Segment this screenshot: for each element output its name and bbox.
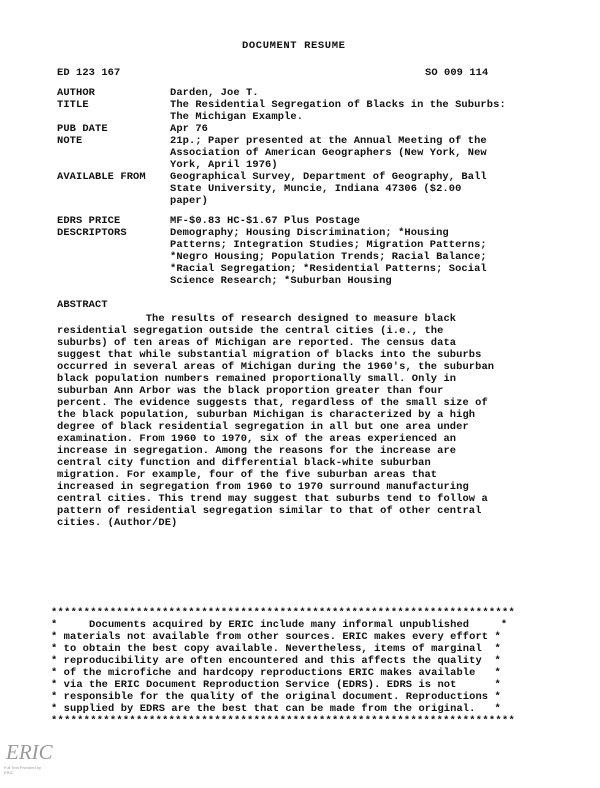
field-label-title: TITLE (57, 99, 89, 111)
field-label-author: AUTHOR (57, 87, 96, 99)
field-value-descriptors: Demography; Housing Discrimination; *Housing Patterns; Integration Studies; Migration Patterns; *Negro Housing; Population Trends; Racial Balance; *Racial Segregation; *Residential Patterns; Social Science Research; *Suburban Housing (170, 227, 487, 287)
notice-border-bottom: *********************************************************************** (51, 715, 516, 727)
field-value-available-from: Geographical Survey, Department of Geography, Ball State University, Muncie, Indiana 47306 ($2.00 paper) (170, 171, 487, 207)
notice-border-top: *********************************************************************** (51, 607, 516, 619)
ed-number: ED 123 167 (57, 67, 121, 79)
field-value-edrs-price: MF-$0.83 HC-$1.67 Plus Postage (170, 215, 361, 227)
field-label-descriptors: DESCRIPTORS (57, 227, 127, 239)
eric-logo: ERIC (6, 740, 53, 764)
eric-logo-subtitle: Full Text Provided by ERIC (4, 765, 42, 775)
field-value-pub-date: Apr 76 (170, 123, 209, 135)
abstract-label: ABSTRACT (57, 299, 108, 311)
abstract-text: The results of research designed to measure black residential segregation outside the central cities (i.e., the suburbs) of ten areas of Michigan are reported. The census data suggest that while substantial migration of blacks into the suburbs occurred in several areas of Michigan during the 1960's, the suburban black population numbers remained proportionally small. Only in suburban Ann Arbor was the black proportion greater than four percent. The evidence suggests that, regardless of the small size of the black population, suburban Michigan is characterized by a high degree of black residential segregation in all but one area under examination. From 1960 to 1970, six of the areas experienced an increase in segregation. Among the reasons for the increase are central city function and differential black-white suburban migration. For example, four of the five suburban areas that increased in segregation from 1960 to 1970 surround manufacturing central cities. This trend may suggest that suburbs tend to follow a pattern of residential segregation similar to that of other central cities. (Author/DE) (57, 313, 495, 529)
so-number: SO 009 114 (425, 67, 489, 79)
document-title: DOCUMENT RESUME (242, 40, 346, 52)
field-label-available-from: AVAILABLE FROM (57, 171, 146, 183)
field-label-pub-date: PUB DATE (57, 123, 108, 135)
field-value-author: Darden, Joe T. (170, 87, 259, 99)
field-value-title: The Residential Segregation of Blacks in the Suburbs: The Michigan Example. (170, 99, 506, 123)
field-label-note: NOTE (57, 135, 83, 147)
notice-text: * Documents acquired by ERIC include many informal unpublished * * materials not available from other sources. ERIC makes every effort * * to obtain the best copy available. Nevertheless, items of marginal * * reproducibility are often encountered and this affects the quality * * of the microfiche and hardcopy reproductions ERIC makes available * * via the ERIC Document Reproduction Service (EDRS). EDRS is not * * responsible for the quality of the original document. Reproductions * * supplied by EDRS are the best that can be made from the original. * (51, 619, 508, 715)
field-value-note: 21p.; Paper presented at the Annual Meeting of the Association of American Geographers (New York, New York, April 1976) (170, 135, 487, 171)
field-label-edrs-price: EDRS PRICE (57, 215, 121, 227)
